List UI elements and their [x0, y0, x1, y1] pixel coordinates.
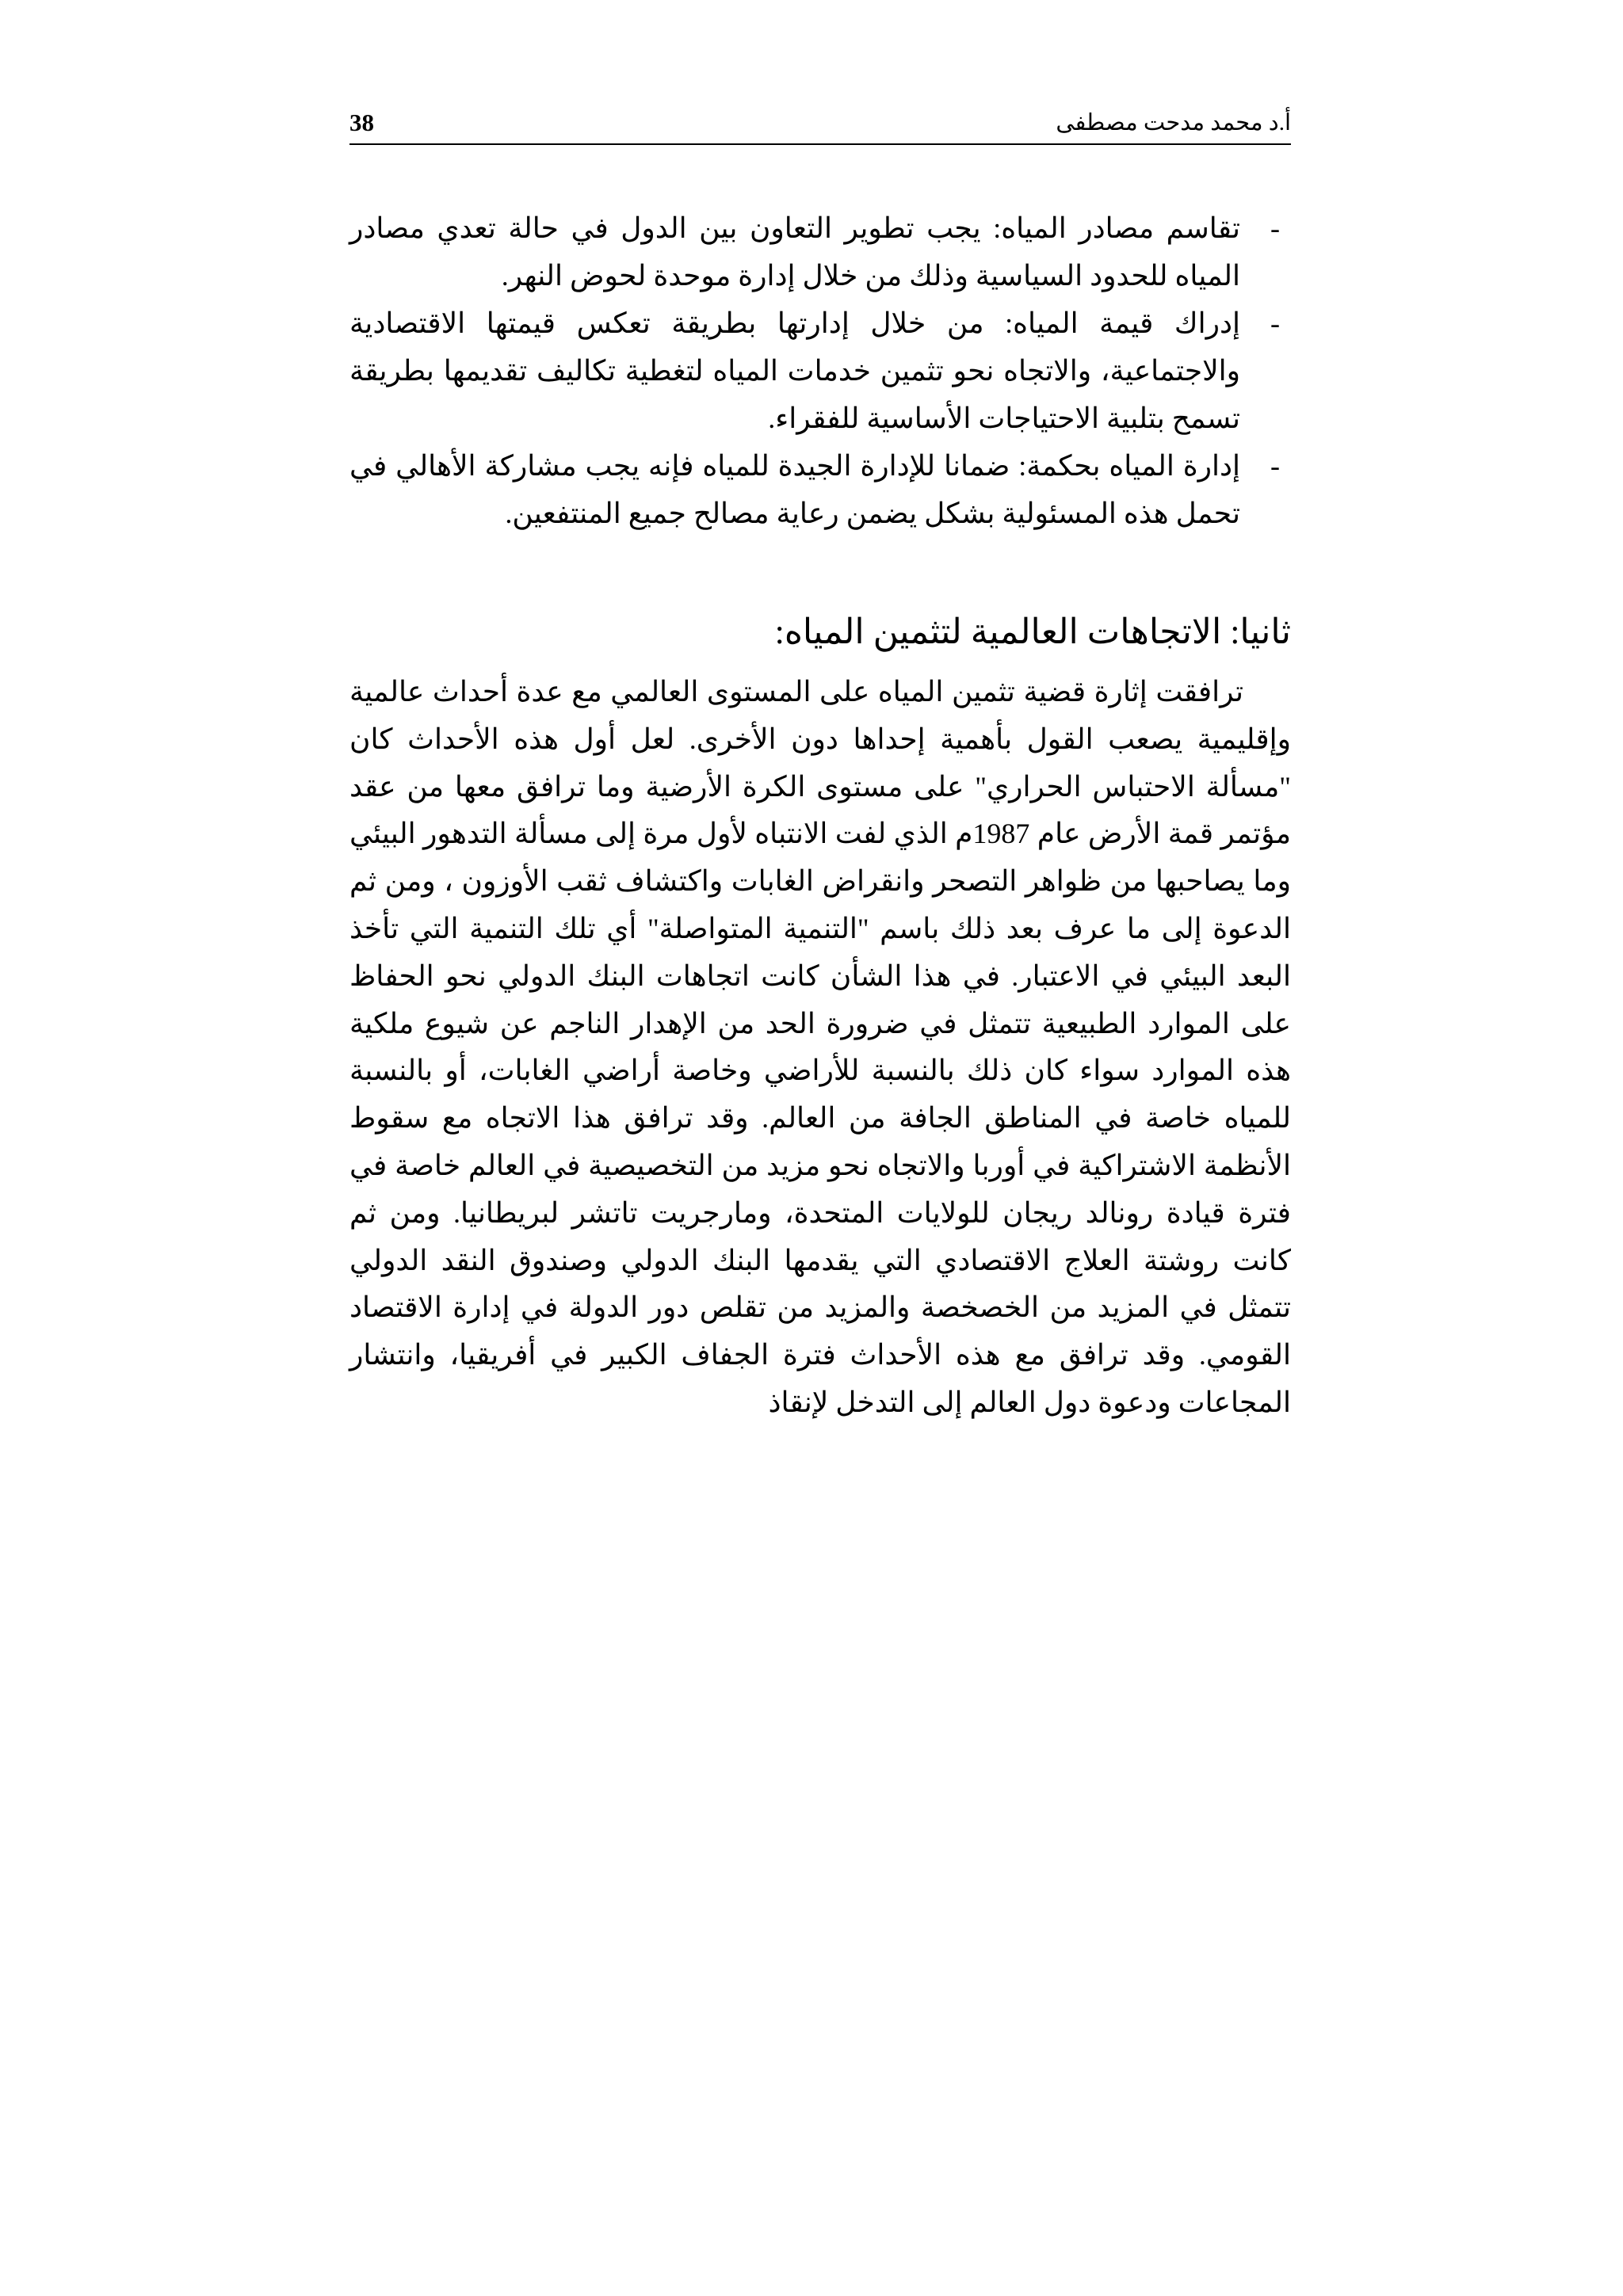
- bullet-text: إدارة المياه بحكمة: ضمانا للإدارة الجيدة للمياه فإنه يجب مشاركة الأهالي في تحمل هذه المسئولية بشكل يضمن رعاية مصالح جميع المنتفعين.: [349, 450, 1240, 529]
- body-paragraph: ترافقت إثارة قضية تثمين المياه على المستوى العالمي مع عدة أحداث عالمية وإقليمية يصعب القول بأهمية إحداها دون الأخرى. لعل أول هذه الأحداث كان "مسألة الاحتباس الحراري" على مستوى الكرة الأرضية وما ترافق معها من عقد مؤتمر قمة الأرض عام 1987م الذي لفت الانتباه لأول مرة إلى مسألة التدهور البيئي وما يصاحبها من ظواهر التصحر وانقراض الغابات واكتشاف ثقب الأوزون ، ومن ثم الدعوة إلى ما عرف بعد ذلك باسم "التنمية المتواصلة" أي تلك التنمية التي تأخذ البعد البيئي في الاعتبار. في هذا الشأن كانت اتجاهات البنك الدولي نحو الحفاظ على الموارد الطبيعية تتمثل في ضرورة الحد من الإهدار الناجم عن شيوع ملكية هذه الموارد سواء كان ذلك بالنسبة للأراضي وخاصة أراضي الغابات، أو بالنسبة للمياه خاصة في المناطق الجافة من العالم. وقد ترافق هذا الاتجاه مع سقوط الأنظمة الاشتراكية في أوربا والاتجاه نحو مزيد من التخصيصية في العالم خاصة في فترة قيادة رونالد ريجان للولايات المتحدة، ومارجريت تاتشر لبريطانيا. ومن ثم كانت روشتة العلاج الاقتصادي التي يقدمها البنك الدولي وصندوق النقد الدولي تتمثل في المزيد من الخصخصة والمزيد من تقلص دور الدولة في إدارة الاقتصاد القومي. وقد ترافق مع هذه الأحداث فترة الجفاف الكبير في أفريقيا، وانتشار المجاعات ودعوة دول العالم إلى التدخل لإنقاذ: [349, 676, 1292, 1418]
- bullet-text: إدراك قيمة المياه: من خلال إدارتها بطريقة تعكس قيمتها الاقتصادية والاجتماعية، والاتجاه نحو تثمين خدمات المياه لتغطية تكاليف تقديمها بطريقة تسمح بتلبية الاحتياجات الأساسية للفقراء.: [349, 307, 1240, 434]
- header-divider: [349, 143, 1291, 145]
- page-body: [349, 204, 1291, 1427]
- bullet-marker: -: [1270, 212, 1280, 244]
- bullet-marker: -: [1270, 450, 1280, 482]
- running-header-author: أ.د محمد مدحت مصطفى: [1056, 110, 1291, 135]
- section-heading: ثانيا: الاتجاهات العالمية لتثمين المياه:: [774, 612, 1291, 651]
- bullet-item: [349, 204, 1291, 299]
- bullet-text: تقاسم مصادر المياه: يجب تطوير التعاون بين الدول في حالة تعدي مصادر المياه للحدود السياسية وذلك من خلال إدارة موحدة لحوض النهر.: [349, 212, 1240, 292]
- bullet-marker: -: [1270, 307, 1280, 339]
- page-header: [349, 105, 1291, 141]
- bullet-item: [349, 442, 1291, 537]
- bullet-item: [349, 299, 1291, 442]
- page-number: 38: [349, 109, 374, 136]
- bullet-list: [349, 204, 1291, 537]
